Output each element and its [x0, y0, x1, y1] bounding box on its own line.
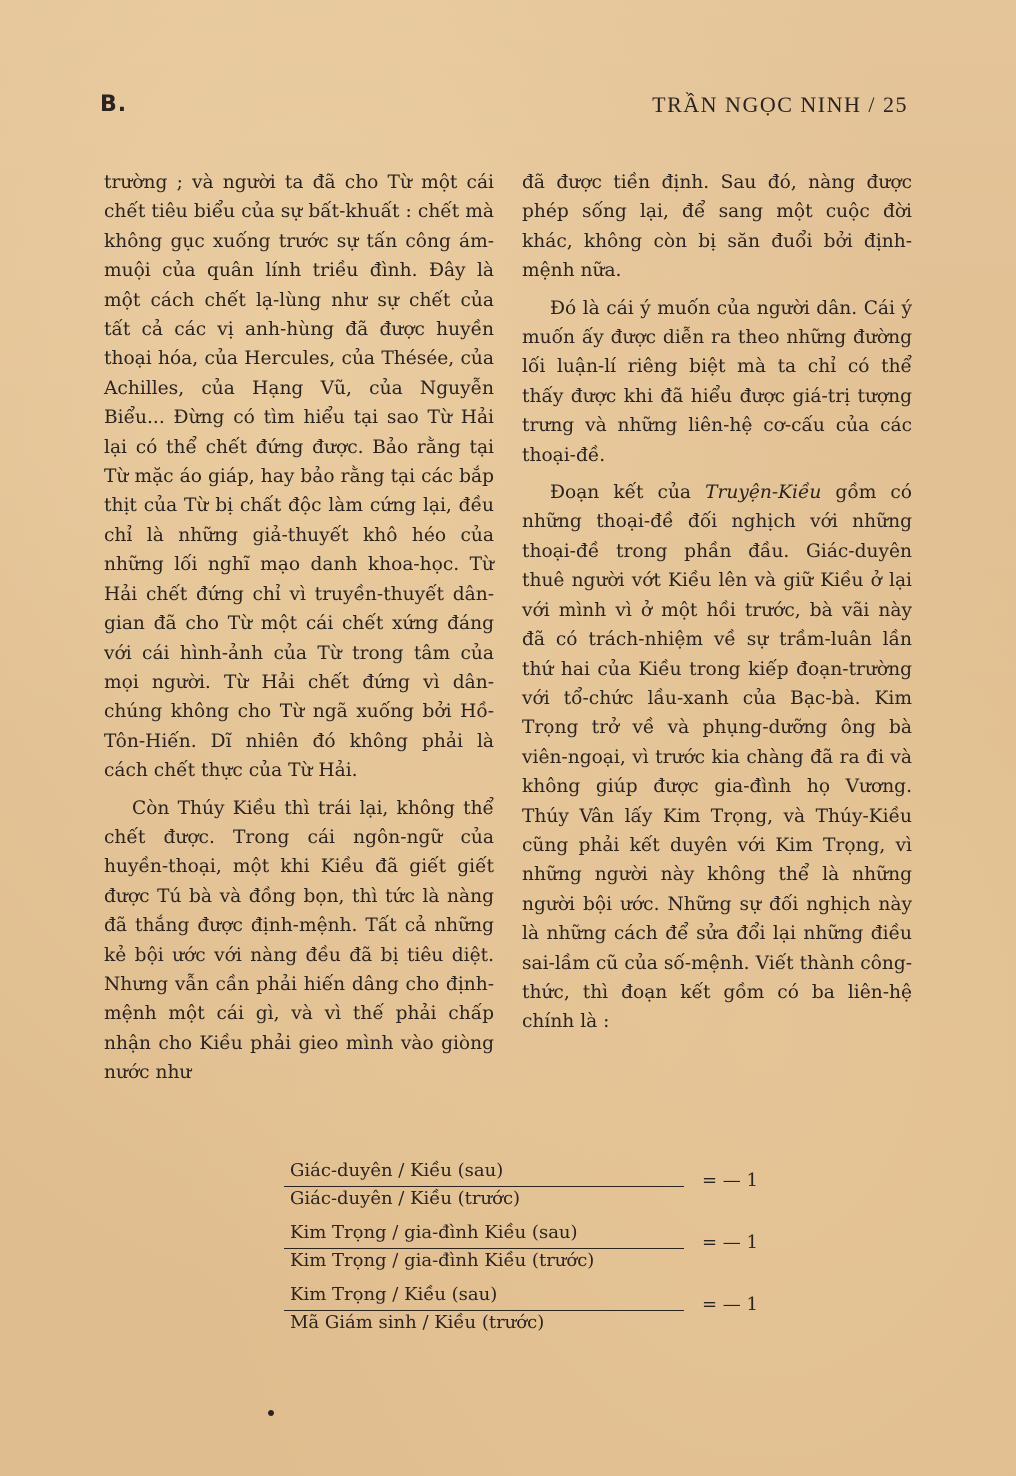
formula-denominator: Mã Giám sinh / Kiều (trước) — [290, 1312, 545, 1333]
paragraph: Còn Thúy Kiều thì trái lại, không thể chết được. Trong cái ngôn-ngữ của huyền-thoại, một khi Kiều đã giết giết được Tú bà và đồng bọn, thì tức là nàng đã thắng được định-mệnh. Tất cả những kẻ bội ước với nàng đều đã bị tiêu diệt. Nhưng vẫn cần phải hiến dâng cho định-mệnh một cái gì, và vì thế phải chấp nhận cho Kiều phải gieo mình vào giòng nước như — [104, 797, 494, 1084]
ink-dot — [268, 1410, 274, 1416]
fraction-bar — [284, 1186, 684, 1187]
section-marker: B. — [100, 92, 128, 117]
formula-result: = — 1 — [702, 1170, 758, 1191]
text-run: gồm có những thoại-đề đối nghịch với những thoại-đề trong phần đầu. Giác-duyên thuê người vớt Kiều lên và giữ Kiều ở lại với mình vì ở một hồi trước, bà vãi này đã có trách-nhiệm về sự trầm-luân lần thứ hai của Kiều trong kiếp đoạn-trường với tổ-chức lầu-xanh của Bạc-bà. Kim Trọng trở về và phụng-dưỡng ông bà viên-ngoại, vì trước kia chàng đã ra đi và không giúp được gia-đình họ Vương. Thúy Vân lấy Kim Trọng, và Thúy-Kiều cũng phải kết duyên với Kim Trọng, vì những người này không thể là những người bội ước. Những sự đối nghịch này là những cách để sửa đổi lại những điều sai-lầm cũ của số-mệnh. Viết thành công-thức, thì đoạn kết gồm có ba liên-hệ chính là : — [522, 482, 912, 1033]
paragraph: trường ; và người ta đã cho Từ một cái chết tiêu biểu của sự bất-khuất : chết mà không gục xuống trước sự tấn công ám-muội của quân lính triều đình. Đây là một cách chết lạ-lùng như sự chết của tất cả các vị anh-hùng đã được huyền thoại hóa, của Hercules, của Thésée, của Achilles, của Hạng Vũ, của Nguyễn Biểu... Đừng có tìm hiểu tại sao Từ Hải lại có thể chết đứng được. Bảo rằng tại Từ mặc áo giáp, hay bảo rằng tại các bắp thịt của Từ bị chất độc làm cứng lại, đều chỉ là những giả-thuyết khô héo của những lối nghĩ mạo danh khoa-học. Từ Hải chết đứng chỉ vì truyền-thuyết dân-gian đã cho Từ một cái chết xứng đáng với cái hình-ảnh của Từ trong tâm của mọi người. Từ Hải chết đứng vì dân-chúng không cho Từ ngã xuống bởi Hồ-Tôn-Hiến. Dĩ nhiên đó không phải là cách chết thực của Từ Hải. — [104, 172, 494, 782]
right-column — [522, 168, 912, 1037]
formula — [284, 1284, 804, 1346]
formula-result: = — 1 — [702, 1294, 758, 1315]
paragraph — [522, 478, 912, 1037]
formula-numerator: Kim Trọng / gia-đình Kiều (sau) — [290, 1222, 578, 1243]
formula — [284, 1160, 804, 1222]
running-header: TRẦN NGỌC NINH / 25 — [652, 92, 908, 117]
formula-result: = — 1 — [702, 1232, 758, 1253]
paragraph: đã được tiền định. Sau đó, nàng được phép sống lại, để sang một cuộc đời khác, không còn bị săn đuổi bởi định-mệnh nữa. — [522, 172, 912, 282]
text-run: Đoạn kết của — [550, 482, 706, 504]
formula-denominator: Kim Trọng / gia-đình Kiều (trước) — [290, 1250, 595, 1271]
formula — [284, 1222, 804, 1284]
formula-numerator: Kim Trọng / Kiều (sau) — [290, 1284, 498, 1305]
fraction-bar — [284, 1310, 684, 1311]
left-column — [104, 168, 494, 1088]
fraction-bar — [284, 1248, 684, 1249]
paragraph: Đó là cái ý muốn của người dân. Cái ý muốn ấy được diễn ra theo những đường lối luận-lí riêng biệt mà ta chỉ có thể thấy được khi đã hiểu được giá-trị tượng trưng và những liên-hệ cơ-cấu của các thoại-đề. — [522, 297, 912, 466]
formula-denominator: Giác-duyên / Kiều (trước) — [290, 1188, 521, 1209]
formula-numerator: Giác-duyên / Kiều (sau) — [290, 1160, 504, 1181]
work-title: Truyện-Kiều — [705, 482, 822, 504]
formula-block — [284, 1160, 804, 1346]
